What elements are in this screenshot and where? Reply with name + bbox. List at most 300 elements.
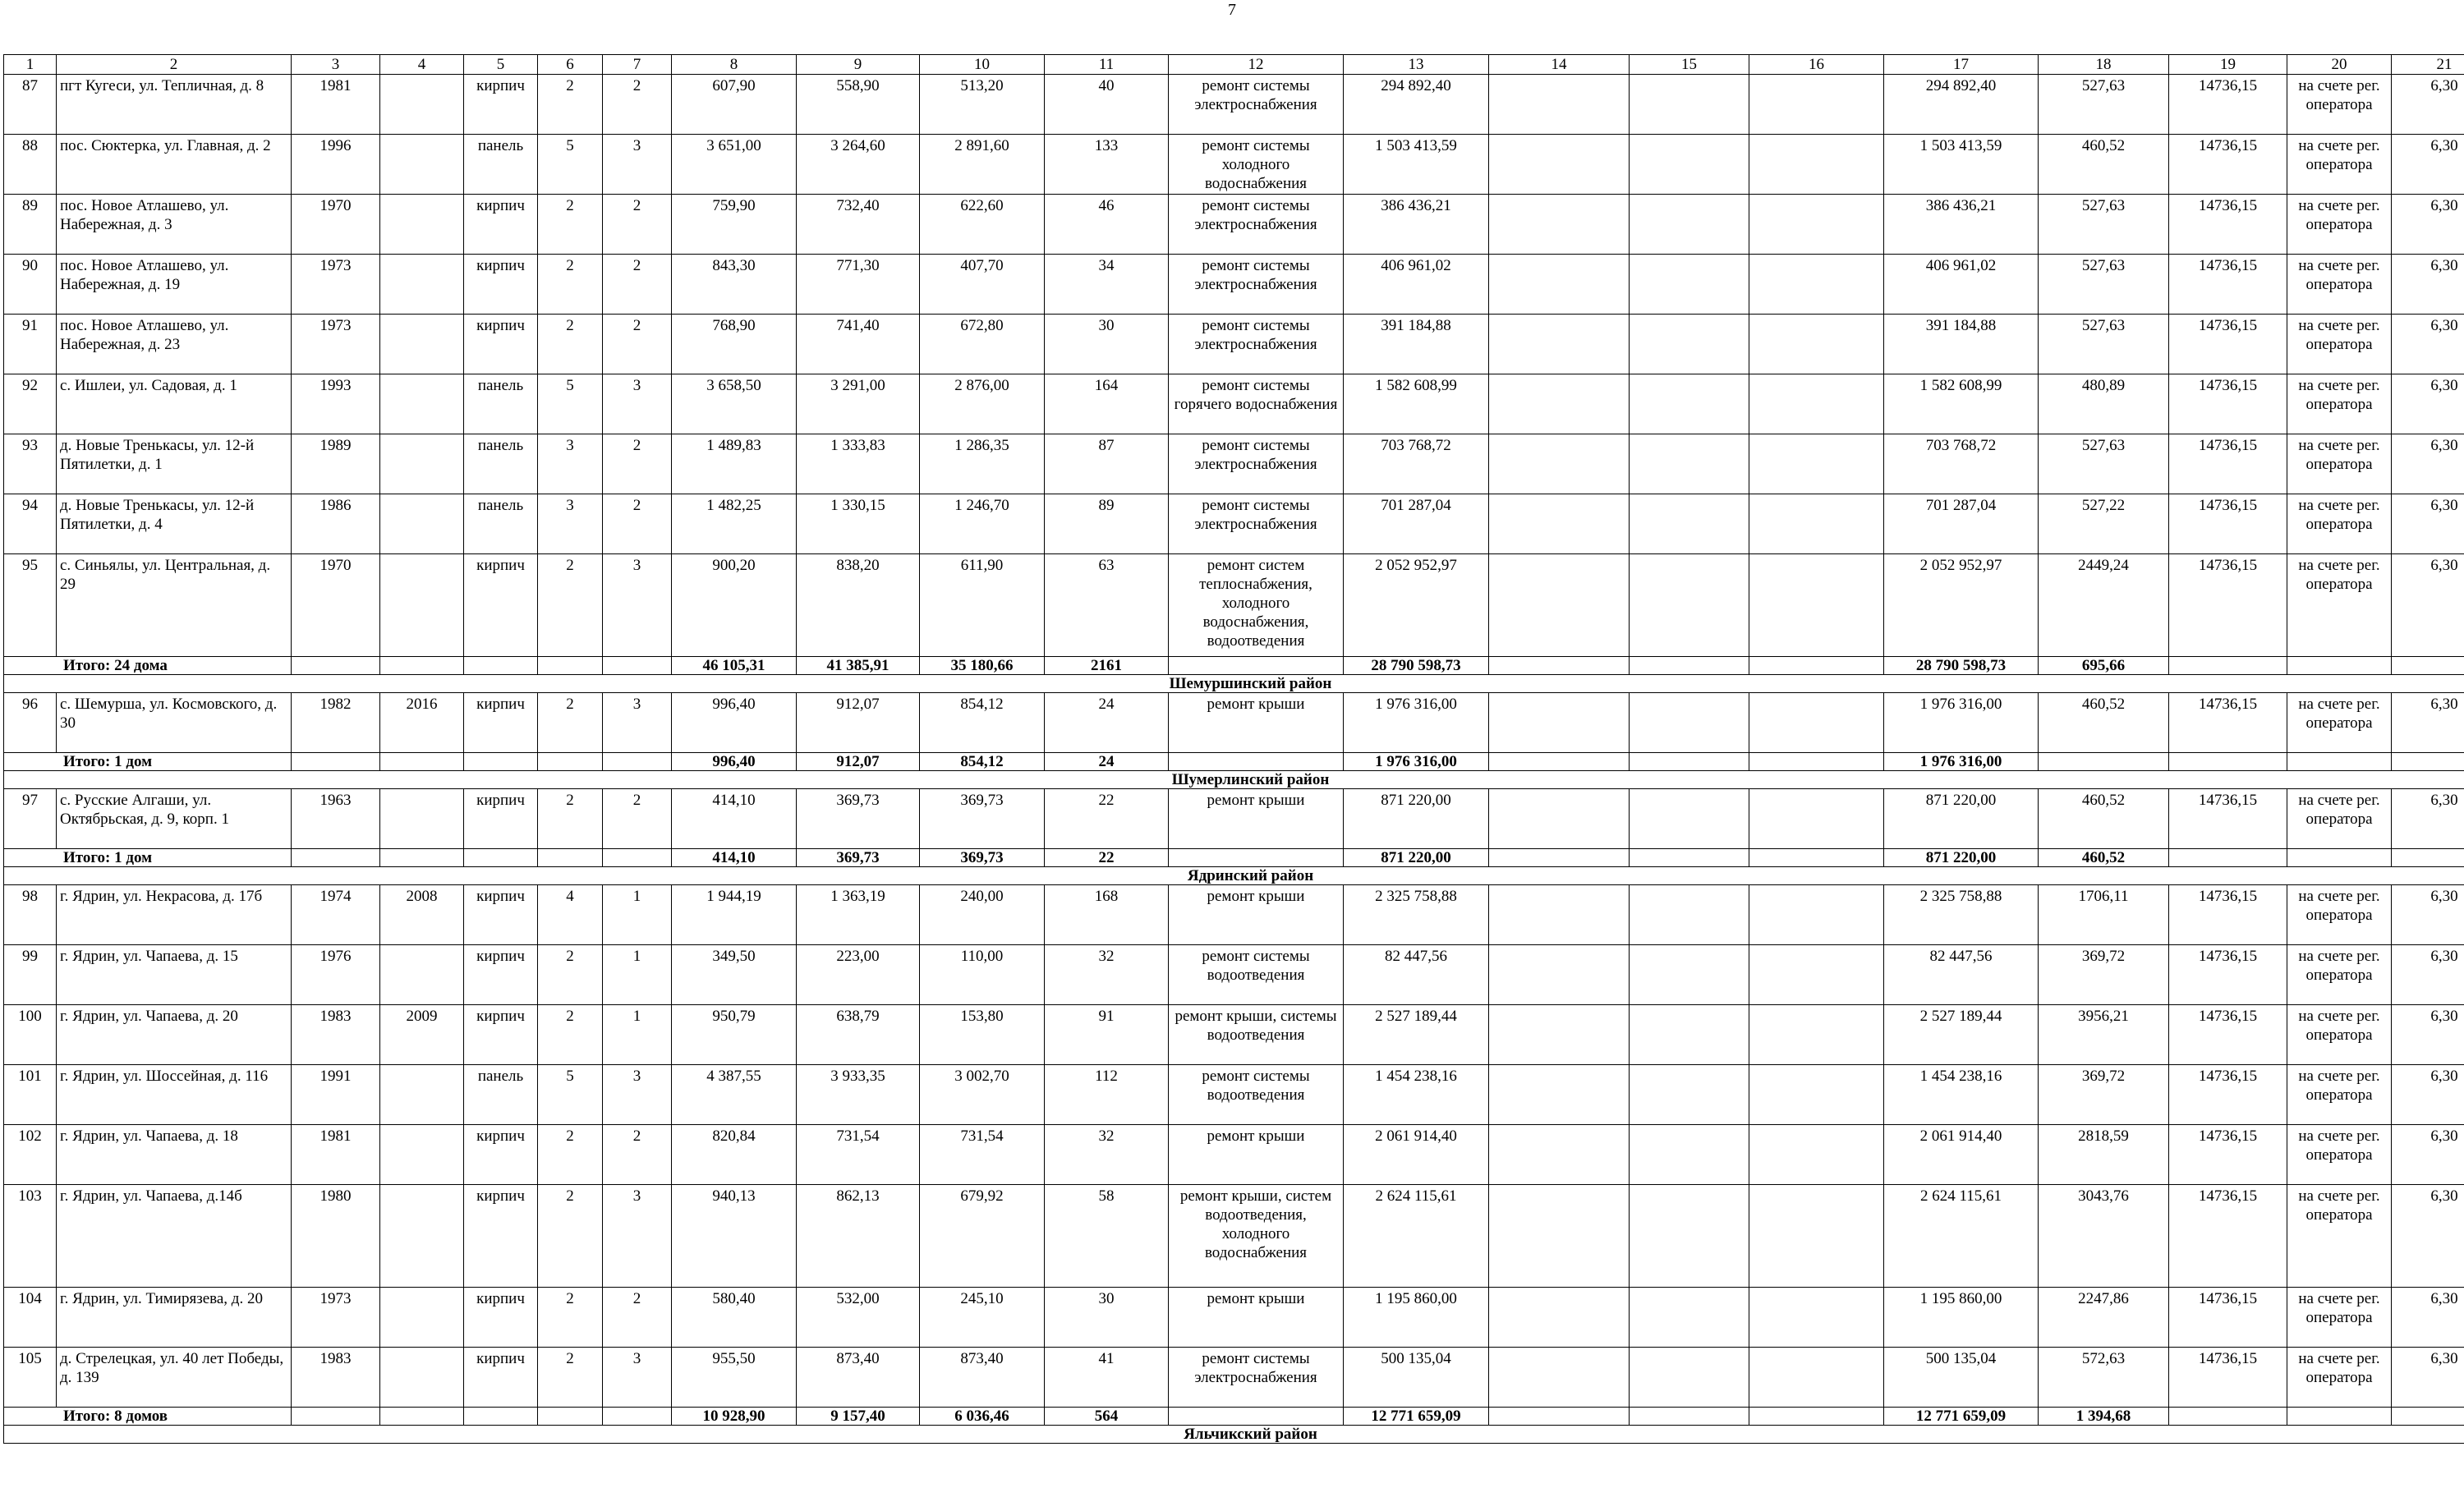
total-value: 9 157,40	[797, 1408, 920, 1426]
page-number: 7	[1228, 1, 1236, 19]
table-cell: 63	[1045, 554, 1169, 657]
table-cell: 6,30	[2392, 945, 2464, 1005]
table-cell: 2449,24	[2039, 554, 2169, 657]
table-row	[4, 374, 2464, 434]
table-cell	[1749, 945, 1884, 1005]
table-cell	[1749, 554, 1884, 657]
table-cell: 6,30	[2392, 789, 2464, 849]
total-value: 22	[1045, 849, 1169, 867]
table-cell	[1749, 75, 1884, 135]
table-cell: 2	[538, 315, 603, 374]
table-cell: 460,52	[2039, 789, 2169, 849]
table-cell: 701 287,04	[1344, 494, 1489, 554]
table-cell: 386 436,21	[1344, 195, 1489, 255]
table-cell: 294 892,40	[1344, 75, 1489, 135]
table-cell	[1749, 255, 1884, 315]
table-cell: 6,30	[2392, 374, 2464, 434]
table-cell: 3 291,00	[797, 374, 920, 434]
table-cell	[1630, 1185, 1749, 1288]
table-cell: 611,90	[920, 554, 1045, 657]
table-cell	[1489, 1185, 1630, 1288]
table-cell: 369,72	[2039, 1065, 2169, 1125]
table-cell: 14736,15	[2169, 434, 2287, 494]
district-heading: Шумерлинский район	[4, 771, 2464, 789]
table-cell: 2008	[380, 885, 464, 945]
table-cell: 6,30	[2392, 1065, 2464, 1125]
table-cell: 90	[4, 255, 57, 315]
total-row	[4, 753, 2464, 771]
total-row	[4, 1408, 2464, 1426]
table-cell: 3043,76	[2039, 1185, 2169, 1288]
table-row	[4, 195, 2464, 255]
table-cell: 2	[538, 1005, 603, 1065]
table-cell: с. Ишлеи, ул. Садовая, д. 1	[57, 374, 292, 434]
total-value: 24	[1045, 753, 1169, 771]
table-cell	[1630, 494, 1749, 554]
table-cell: 1976	[292, 945, 380, 1005]
total-value: 871 220,00	[1884, 849, 2039, 867]
table-cell: г. Ядрин, ул. Шоссейная, д. 116	[57, 1065, 292, 1125]
table-cell: кирпич	[464, 195, 538, 255]
column-number-cell: 3	[292, 55, 380, 75]
table-row	[4, 434, 2464, 494]
table-cell: 1	[603, 945, 672, 1005]
table-cell: 1 333,83	[797, 434, 920, 494]
empty-cell	[538, 849, 603, 867]
table-cell: 14736,15	[2169, 789, 2287, 849]
total-value: 28 790 598,73	[1884, 657, 2039, 675]
empty-cell	[2392, 657, 2464, 675]
empty-cell	[2169, 1408, 2287, 1426]
table-cell: с. Русские Алгаши, ул. Октябрьская, д. 9, корп. 1	[57, 789, 292, 849]
table-cell	[1489, 434, 1630, 494]
table-cell: ремонт крыши	[1169, 885, 1344, 945]
empty-cell	[2287, 753, 2392, 771]
table-cell: 1 489,83	[672, 434, 797, 494]
table-cell	[1489, 1348, 1630, 1408]
table-cell: 24	[1045, 693, 1169, 753]
table-cell: 513,20	[920, 75, 1045, 135]
table-cell: 89	[4, 195, 57, 255]
table-cell: пгт Кугеси, ул. Тепличная, д. 8	[57, 75, 292, 135]
district-heading-row	[4, 771, 2464, 789]
table-cell: 955,50	[672, 1348, 797, 1408]
table-cell: г. Ядрин, ул. Чапаева, д. 18	[57, 1125, 292, 1185]
empty-cell	[2287, 1408, 2392, 1426]
column-number-cell: 6	[538, 55, 603, 75]
table-cell: на счете рег. оператора	[2287, 1065, 2392, 1125]
table-cell	[1630, 255, 1749, 315]
table-cell: 32	[1045, 1125, 1169, 1185]
table-cell: 14736,15	[2169, 693, 2287, 753]
total-value: 695,66	[2039, 657, 2169, 675]
table-cell: ремонт системы водоотведения	[1169, 945, 1344, 1005]
total-value: 854,12	[920, 753, 1045, 771]
table-cell: 1981	[292, 1125, 380, 1185]
empty-cell	[1169, 849, 1344, 867]
table-cell: на счете рег. оператора	[2287, 554, 2392, 657]
table-cell: ремонт крыши	[1169, 1125, 1344, 1185]
table-cell: 638,79	[797, 1005, 920, 1065]
table-cell: 862,13	[797, 1185, 920, 1288]
table-cell: 2009	[380, 1005, 464, 1065]
table-cell: 1 363,19	[797, 885, 920, 945]
column-number-cell: 14	[1489, 55, 1630, 75]
table-cell: 245,10	[920, 1288, 1045, 1348]
table-cell	[380, 1185, 464, 1288]
table-cell: на счете рег. оператора	[2287, 1288, 2392, 1348]
table-cell: панель	[464, 494, 538, 554]
table-cell: кирпич	[464, 1125, 538, 1185]
repair-register-table	[3, 54, 2464, 1444]
table-cell: 168	[1045, 885, 1169, 945]
table-cell: 6,30	[2392, 1348, 2464, 1408]
table-cell: 6,30	[2392, 135, 2464, 195]
table-cell	[1630, 1005, 1749, 1065]
table-cell: 900,20	[672, 554, 797, 657]
column-number-cell: 16	[1749, 55, 1884, 75]
empty-cell	[1169, 753, 1344, 771]
total-value: 414,10	[672, 849, 797, 867]
table-cell: 2	[538, 693, 603, 753]
total-row	[4, 849, 2464, 867]
table-cell: 6,30	[2392, 195, 2464, 255]
table-row	[4, 885, 2464, 945]
table-cell: 2 061 914,40	[1344, 1125, 1489, 1185]
table-cell: 14736,15	[2169, 75, 2287, 135]
table-cell	[1749, 885, 1884, 945]
empty-cell	[2169, 849, 2287, 867]
table-cell: 91	[4, 315, 57, 374]
table-cell: 1 195 860,00	[1344, 1288, 1489, 1348]
table-cell: 88	[4, 135, 57, 195]
empty-cell	[538, 753, 603, 771]
empty-cell	[603, 753, 672, 771]
total-value	[2039, 753, 2169, 771]
table-cell: 2 624 115,61	[1884, 1185, 2039, 1288]
table-cell: кирпич	[464, 945, 538, 1005]
table-cell	[1630, 1125, 1749, 1185]
table-cell: г. Ядрин, ул. Тимирязева, д. 20	[57, 1288, 292, 1348]
table-cell	[1749, 789, 1884, 849]
table-cell	[380, 945, 464, 1005]
table-cell: 2	[538, 1348, 603, 1408]
table-cell	[380, 494, 464, 554]
table-cell: 622,60	[920, 195, 1045, 255]
empty-cell	[1749, 657, 1884, 675]
table-cell	[1489, 75, 1630, 135]
table-cell: 843,30	[672, 255, 797, 315]
table-cell: 480,89	[2039, 374, 2169, 434]
table-cell: 2	[538, 1185, 603, 1288]
table-cell: 741,40	[797, 315, 920, 374]
table-cell: 240,00	[920, 885, 1045, 945]
table-cell: 672,80	[920, 315, 1045, 374]
table-cell: 731,54	[797, 1125, 920, 1185]
total-value: 12 771 659,09	[1344, 1408, 1489, 1426]
table-cell: ремонт крыши	[1169, 1288, 1344, 1348]
empty-cell	[1630, 753, 1749, 771]
table-cell: 14736,15	[2169, 885, 2287, 945]
table-cell: 2818,59	[2039, 1125, 2169, 1185]
table-cell: ремонт системы электроснабжения	[1169, 494, 1344, 554]
table-cell: г. Ядрин, ул. Чапаева, д. 15	[57, 945, 292, 1005]
table-cell: 2 052 952,97	[1344, 554, 1489, 657]
table-cell: 14736,15	[2169, 195, 2287, 255]
table-cell: ремонт системы горячего водоснабжения	[1169, 374, 1344, 434]
table-cell	[1630, 1288, 1749, 1348]
table-cell: 2 876,00	[920, 374, 1045, 434]
table-cell: 2 527 189,44	[1344, 1005, 1489, 1065]
table-cell: на счете рег. оператора	[2287, 693, 2392, 753]
table-cell: панель	[464, 434, 538, 494]
table-cell: ремонт систем теплоснабжения, холодного водоснабжения, водоотведения	[1169, 554, 1344, 657]
table-cell: 14736,15	[2169, 1288, 2287, 1348]
table-cell: 6,30	[2392, 1125, 2464, 1185]
table-cell: с. Синьялы, ул. Центральная, д. 29	[57, 554, 292, 657]
table-cell: 701 287,04	[1884, 494, 2039, 554]
empty-cell	[292, 753, 380, 771]
table-cell: 105	[4, 1348, 57, 1408]
table-cell: 2 527 189,44	[1884, 1005, 2039, 1065]
table-cell	[1489, 945, 1630, 1005]
table-cell	[380, 1125, 464, 1185]
column-number-cell: 13	[1344, 55, 1489, 75]
table-cell: 2	[538, 255, 603, 315]
table-cell: 3	[603, 554, 672, 657]
table-cell: 40	[1045, 75, 1169, 135]
table-cell: 82 447,56	[1344, 945, 1489, 1005]
table-cell: 3	[538, 494, 603, 554]
table-cell: на счете рег. оператора	[2287, 195, 2392, 255]
table-cell	[1630, 315, 1749, 374]
table-cell: 940,13	[672, 1185, 797, 1288]
table-cell: ремонт системы электроснабжения	[1169, 195, 1344, 255]
table-cell: 104	[4, 1288, 57, 1348]
empty-cell	[1489, 1408, 1630, 1426]
table-cell: с. Шемурша, ул. Космовского, д. 30	[57, 693, 292, 753]
total-value: 996,40	[672, 753, 797, 771]
table-cell	[1749, 1125, 1884, 1185]
table-cell	[1630, 434, 1749, 494]
column-number-cell: 7	[603, 55, 672, 75]
table-cell: 2016	[380, 693, 464, 753]
table-cell: 771,30	[797, 255, 920, 315]
table-row	[4, 255, 2464, 315]
table-cell: 4 387,55	[672, 1065, 797, 1125]
column-number-cell: 10	[920, 55, 1045, 75]
table-cell: 950,79	[672, 1005, 797, 1065]
empty-cell	[603, 1408, 672, 1426]
table-cell: ремонт системы электроснабжения	[1169, 75, 1344, 135]
table-cell: кирпич	[464, 1288, 538, 1348]
table-cell	[1630, 75, 1749, 135]
table-cell: 1989	[292, 434, 380, 494]
table-cell: 97	[4, 789, 57, 849]
table-cell: 871 220,00	[1344, 789, 1489, 849]
table-cell: 1991	[292, 1065, 380, 1125]
table-cell: 996,40	[672, 693, 797, 753]
table-cell: 30	[1045, 1288, 1169, 1348]
table-row	[4, 75, 2464, 135]
table-cell: 768,90	[672, 315, 797, 374]
table-cell: 6,30	[2392, 554, 2464, 657]
column-number-cell: 21	[2392, 55, 2464, 75]
table-row	[4, 1348, 2464, 1408]
total-row	[4, 657, 2464, 675]
table-cell: 2	[603, 315, 672, 374]
district-heading-row	[4, 675, 2464, 693]
table-cell: 2 891,60	[920, 135, 1045, 195]
table-cell: д. Стрелецкая, ул. 40 лет Победы, д. 139	[57, 1348, 292, 1408]
table-cell: 1 976 316,00	[1344, 693, 1489, 753]
empty-cell	[538, 657, 603, 675]
table-cell: 82 447,56	[1884, 945, 2039, 1005]
empty-cell	[1630, 1408, 1749, 1426]
table-cell	[1489, 1125, 1630, 1185]
table-cell: 527,63	[2039, 255, 2169, 315]
column-number-cell: 11	[1045, 55, 1169, 75]
table-cell: на счете рег. оператора	[2287, 255, 2392, 315]
table-cell: 6,30	[2392, 255, 2464, 315]
table-cell	[1630, 1348, 1749, 1408]
table-cell: 110,00	[920, 945, 1045, 1005]
table-row	[4, 494, 2464, 554]
table-cell: 4	[538, 885, 603, 945]
table-cell	[380, 1065, 464, 1125]
table-cell: 1983	[292, 1348, 380, 1408]
table-cell	[1489, 494, 1630, 554]
table-cell: 3	[603, 1065, 672, 1125]
table-cell	[1749, 1348, 1884, 1408]
table-cell: 100	[4, 1005, 57, 1065]
column-number-cell: 15	[1630, 55, 1749, 75]
empty-cell	[2169, 657, 2287, 675]
table-cell: 1 246,70	[920, 494, 1045, 554]
table-cell: 6,30	[2392, 1185, 2464, 1288]
empty-cell	[464, 1408, 538, 1426]
table-cell	[1749, 374, 1884, 434]
table-cell: ремонт системы электроснабжения	[1169, 434, 1344, 494]
empty-cell	[380, 657, 464, 675]
table-cell: 527,63	[2039, 315, 2169, 374]
table-cell: 1 454 238,16	[1884, 1065, 2039, 1125]
table-cell	[1489, 693, 1630, 753]
table-cell: 5	[538, 1065, 603, 1125]
district-heading: Ядринский район	[4, 867, 2464, 885]
table-cell: 1 330,15	[797, 494, 920, 554]
table-cell: 6,30	[2392, 1288, 2464, 1348]
table-cell: д. Новые Тренькасы, ул. 12-й Пятилетки, д. 4	[57, 494, 292, 554]
table-cell: пос. Новое Атлашево, ул. Набережная, д. 3	[57, 195, 292, 255]
table-cell	[380, 374, 464, 434]
table-cell: 1980	[292, 1185, 380, 1288]
table-cell: 22	[1045, 789, 1169, 849]
table-cell	[1749, 1005, 1884, 1065]
empty-cell	[1749, 753, 1884, 771]
table-cell: на счете рег. оператора	[2287, 315, 2392, 374]
table-cell: 2	[603, 1125, 672, 1185]
table-cell: 5	[538, 374, 603, 434]
empty-cell	[603, 849, 672, 867]
table-row	[4, 693, 2464, 753]
table-cell	[1630, 1065, 1749, 1125]
total-value: 1 976 316,00	[1884, 753, 2039, 771]
table-cell: 406 961,02	[1884, 255, 2039, 315]
table-cell: 2	[603, 255, 672, 315]
table-cell: ремонт крыши, систем водоотведения, холодного водоснабжения	[1169, 1185, 1344, 1288]
table-cell: 1996	[292, 135, 380, 195]
empty-cell	[1489, 849, 1630, 867]
table-cell: на счете рег. оператора	[2287, 789, 2392, 849]
table-cell: на счете рег. оператора	[2287, 494, 2392, 554]
table-cell	[1489, 1005, 1630, 1065]
table-cell: 406 961,02	[1344, 255, 1489, 315]
table-cell: 527,63	[2039, 434, 2169, 494]
table-cell: 1 976 316,00	[1884, 693, 2039, 753]
column-number-cell: 12	[1169, 55, 1344, 75]
table-cell: 3 002,70	[920, 1065, 1045, 1125]
table-cell: 1993	[292, 374, 380, 434]
table-cell: 414,10	[672, 789, 797, 849]
table-cell: 99	[4, 945, 57, 1005]
table-cell: на счете рег. оператора	[2287, 945, 2392, 1005]
table-cell: 2	[538, 554, 603, 657]
table-cell: 2	[538, 195, 603, 255]
table-cell: 460,52	[2039, 693, 2169, 753]
table-cell: 369,72	[2039, 945, 2169, 1005]
table-cell	[1489, 195, 1630, 255]
table-row	[4, 315, 2464, 374]
table-cell: 3	[603, 374, 672, 434]
table-row	[4, 1185, 2464, 1288]
empty-cell	[1169, 657, 1344, 675]
empty-cell	[1169, 1408, 1344, 1426]
table-row	[4, 1065, 2464, 1125]
table-cell	[1489, 315, 1630, 374]
table-cell: 2	[603, 195, 672, 255]
table-cell: 14736,15	[2169, 1005, 2287, 1065]
total-value: 41 385,91	[797, 657, 920, 675]
table-cell	[380, 1348, 464, 1408]
table-cell: на счете рег. оператора	[2287, 1125, 2392, 1185]
table-cell: 91	[1045, 1005, 1169, 1065]
table-cell: 1 454 238,16	[1344, 1065, 1489, 1125]
table-cell: 500 135,04	[1344, 1348, 1489, 1408]
table-cell	[380, 434, 464, 494]
total-value: 369,73	[920, 849, 1045, 867]
table-cell	[1749, 693, 1884, 753]
table-cell: 96	[4, 693, 57, 753]
table-cell: 1986	[292, 494, 380, 554]
table-row	[4, 789, 2464, 849]
table-cell: 2	[603, 75, 672, 135]
table-cell: 87	[1045, 434, 1169, 494]
table-cell: 3 651,00	[672, 135, 797, 195]
table-cell: 153,80	[920, 1005, 1045, 1065]
column-number-cell: 1	[4, 55, 57, 75]
table-cell: кирпич	[464, 789, 538, 849]
table-cell: панель	[464, 374, 538, 434]
table-cell: ремонт системы водоотведения	[1169, 1065, 1344, 1125]
table-cell: 3	[538, 434, 603, 494]
table-cell: пос. Новое Атлашево, ул. Набережная, д. 19	[57, 255, 292, 315]
column-number-cell: 4	[380, 55, 464, 75]
total-label: Итого: 8 домов	[4, 1408, 292, 1426]
table-cell	[1630, 374, 1749, 434]
table-cell: 1973	[292, 1288, 380, 1348]
table-cell: 30	[1045, 315, 1169, 374]
